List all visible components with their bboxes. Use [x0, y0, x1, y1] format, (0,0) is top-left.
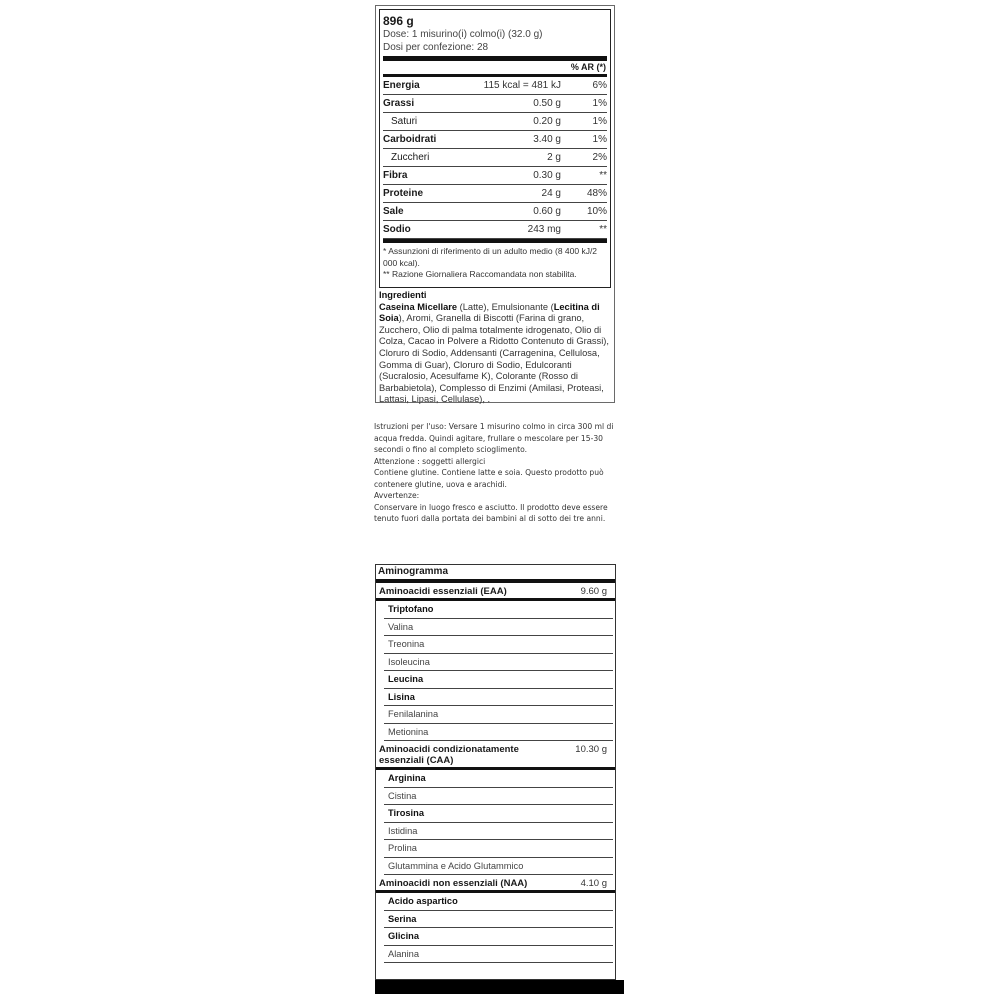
amino-acid-row: Leucina [384, 671, 613, 689]
nutrient-value: 2 g [547, 152, 561, 163]
nutrition-row [383, 149, 607, 167]
nutrient-name: Sale [383, 206, 404, 217]
nutrition-row [383, 113, 607, 131]
ingredient-text: ), Aromi, Granella di Biscotti (Farina di grano, Zucchero, Olio di palma totalmente idrogenato, Olio di Colza, Cacao in Polvere a Ridotto Contenuto di Grassi), Cloruro di Sodio, Addensanti (Carragenina, Cellulosa, Gomma di Guar), Cloruro di Sodio, Edulcoranti (Sucralosio, Acesulfame K), Colorante (Rosso di Barbabietola), Complesso di Enzimi (Amilasi, Proteasi, Lattasi, Lipasi, Cellulase), . [379, 313, 609, 405]
amino-group-value: 4.10 g [580, 878, 607, 889]
amino-group-value: 10.30 g [575, 744, 607, 755]
nutrient-value: 0.60 g [533, 206, 561, 217]
nutrition-row [383, 185, 607, 203]
amino-acid-row: Glicina [384, 928, 613, 946]
servings-per-pack: Dosi per confezione: 28 [383, 42, 489, 53]
aminogram-groups [376, 583, 615, 963]
nutrient-percent: 1% [592, 116, 607, 127]
amino-acid-row: Glutammina e Acido Glutammico [384, 858, 613, 876]
ingredient-allergen: Caseina Micellare [379, 301, 458, 312]
amino-acid-row: Valina [384, 619, 613, 637]
instruction-line: Istruzioni per l'uso: Versare 1 misurino colmo in circa 300 ml di acqua fredda. Quindi agitare, frullare o mescolare per 15-30 secondi o fino al completo scioglimento. [374, 422, 614, 454]
nutrient-name: Grassi [383, 98, 415, 109]
amino-acid-row: Istidina [384, 823, 613, 841]
nutrition-row [383, 77, 607, 95]
footnote-reference-intake: * Assunzioni di riferimento di un adulto medio (8 400 kJ/2 000 kcal). [383, 246, 598, 268]
nutrient-percent: 48% [586, 188, 607, 199]
nutrition-row [383, 167, 607, 185]
ingredient-text: (Latte), Emulsionante ( [457, 301, 554, 312]
amino-acid-row: Cistina [384, 788, 613, 806]
nutrient-value: 24 g [541, 188, 561, 199]
amino-group-name: Aminoacidi condizionatamente essenziali (CAA) [379, 744, 519, 766]
amino-acid-row: Arginina [384, 770, 613, 788]
amino-group-header [376, 741, 615, 770]
amino-group-header [376, 875, 615, 893]
amino-acid-row: Isoleucina [384, 654, 613, 672]
amino-acid-row: Fenilalanina [384, 706, 613, 724]
nutrient-name: Zuccheri [391, 152, 430, 163]
usage-instructions [374, 421, 614, 525]
instruction-line: Contiene glutine. Contiene latte e soia. Questo prodotto può contenere glutine, uova e arachidi. [374, 468, 604, 489]
amino-acid-row: Alanina [384, 946, 613, 964]
nutrition-row [383, 131, 607, 149]
amino-acid-row: Serina [384, 911, 613, 929]
nutrient-percent: 1% [592, 98, 607, 109]
nutrient-name: Sodio [383, 224, 411, 235]
nutrient-value: 115 kcal = 481 kJ [483, 80, 561, 91]
amino-acid-row: Metionina [384, 724, 613, 742]
instruction-line: Avvertenze: [374, 491, 420, 500]
nutrition-table [379, 9, 611, 288]
nutrient-name: Fibra [383, 170, 408, 181]
amino-group-name: Aminoacidi essenziali (EAA) [379, 586, 507, 597]
nutrient-value: 0.30 g [533, 170, 561, 181]
nutrient-percent: ** [599, 170, 607, 181]
ingredients-section [379, 290, 611, 406]
bottom-black-bar [375, 980, 624, 994]
nutrient-value: 0.20 g [533, 116, 561, 127]
nutrient-name: Proteine [383, 188, 424, 199]
nutrient-percent: 10% [586, 206, 607, 217]
nutrition-facts-panel [375, 5, 615, 403]
amino-group-name: Aminoacidi non essenziali (NAA) [379, 878, 528, 889]
amino-group-header [376, 583, 615, 601]
amino-group-value: 9.60 g [580, 586, 607, 597]
net-weight: 896 g [383, 14, 414, 28]
aminogram-table [375, 564, 616, 980]
nutrient-name: Energia [383, 80, 420, 91]
ingredients-title: Ingredienti [379, 290, 427, 300]
nutrition-rows [383, 77, 607, 239]
nutrient-percent: 1% [592, 134, 607, 145]
aminogram-title: Aminogramma [376, 565, 615, 583]
instruction-line: Attenzione : soggetti allergici [374, 456, 486, 466]
ingredients-text [379, 302, 611, 406]
nutrient-name: Carboidrati [383, 134, 437, 145]
nutrition-row [383, 203, 607, 221]
nutrition-row [383, 95, 607, 113]
footnotes [383, 239, 607, 281]
amino-acid-row: Triptofano [384, 601, 613, 619]
amino-acid-row: Tirosina [384, 805, 613, 823]
nutrient-percent: ** [599, 224, 607, 235]
amino-acid-row: Prolina [384, 840, 613, 858]
nutrient-value: 243 mg [527, 224, 561, 235]
ingredient-allergen: Lecitina di Soia [379, 301, 600, 324]
nutrient-value: 0.50 g [533, 98, 561, 109]
nutrient-value: 3.40 g [533, 134, 561, 145]
ar-header: % AR (*) [570, 62, 606, 72]
nutrient-percent: 2% [592, 152, 607, 163]
footnote-rda: ** Razione Giornaliera Raccomandata non stabilita. [383, 269, 577, 279]
serving-dose: Dose: 1 misurino(i) colmo(i) (32.0 g) [383, 29, 543, 40]
amino-acid-row: Lisina [384, 689, 613, 707]
nutrient-percent: 6% [592, 80, 607, 91]
instruction-line: Conservare in luogo fresco e asciutto. Il prodotto deve essere tenuto fuori dalla portata dei bambini al di sotto dei tre anni. [374, 502, 608, 523]
amino-acid-row: Treonina [384, 636, 613, 654]
amino-acid-row: Acido aspartico [384, 893, 613, 911]
nutrition-row [383, 221, 607, 239]
nutrient-name: Saturi [391, 116, 418, 127]
